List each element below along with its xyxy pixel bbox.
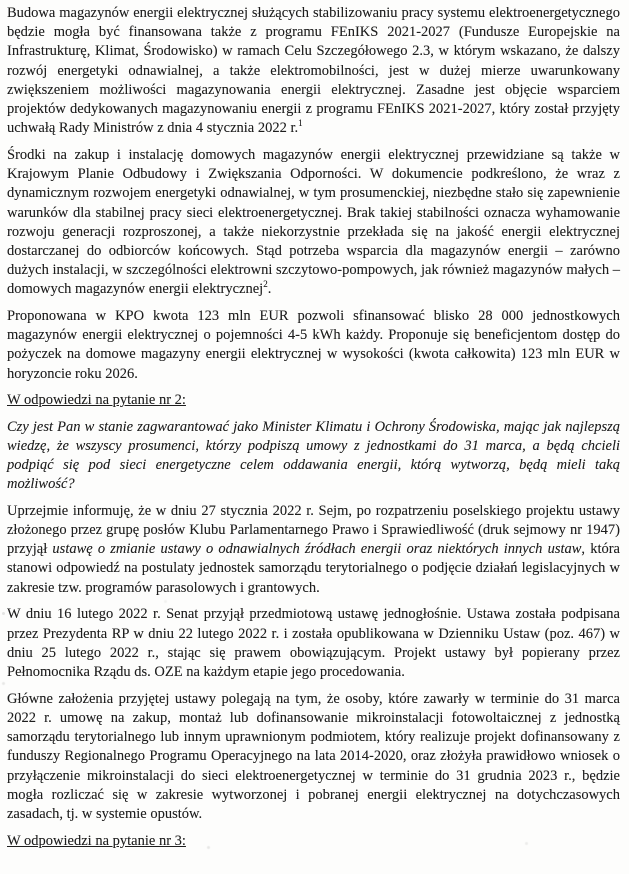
footnote-ref-2: 2 <box>263 279 268 290</box>
paragraph-text: Uprzejmie informuję, że w dniu 27 stycznia 2022 r. Sejm, po rozpatrzeniu poselskiego projektu ustawy złożonego przez grupę posłów Klubu Parlamentarnego Prawo i Sprawiedliwość (druk sejmowy nr 1947) przyjął <box>7 502 620 558</box>
paragraph-text: Budowa magazynów energii elektrycznej służących stabilizowaniu pracy systemu elektroenergetycznego będzie mogła być finansowana także z programu FEnIKS 2021-2027 (Fundusze Europejskie na Infrastrukturę, Klimat, Środowisko) w ramach Celu Szczegółowego 2.3, w którym wskazano, że dalszy rozwój energetyki odnawialnej, a także elektromobilności, jest w dużej mierze uwarunkowany zwiększeniem możliwości magazynowania energii elektrycznej. Zasadne jest objęcie wsparciem projektów dedykowanych magazynowaniu energii z programu FEnIKS 2021-2027, który został przyjęty uchwałą Rady Ministrów z dnia 4 stycznia 2022 r. <box>7 5 620 137</box>
paragraph-text: Proponowana w KPO kwota 123 mln EUR pozwoli sfinansować blisko 28 000 jednostkowych magazynów energii elektrycznej o pojemności 4-5 kWh każdy. Proponuje się beneficjentom dostęp do pożyczek na domowe magazyny energii elektrycznej w wysokości (kwota całkowita) 123 mln EUR w horyzoncie roku 2026. <box>7 308 620 382</box>
paragraph-text: Czy jest Pan w stanie zagwarantować jako Minister Klimatu i Ochrony Środowiska, mając jak najlepszą wiedzę, że wszyscy prosumenci, którzy podpiszą umowy z jednostkami do 31 marca, a będą chcieli podpiąć się pod sieci energetyczne celem oddawania energii, którą wytworzą, będą mieli taką możliwość? <box>7 418 620 493</box>
paragraph-kpo-srodki <box>7 146 620 300</box>
paragraph-sejm-ustawa <box>7 502 620 598</box>
heading-answer-question-3 <box>7 832 620 851</box>
heading-text: W odpowiedzi na pytanie nr 2: <box>7 392 186 409</box>
law-title-italic: ustawę o zmianie ustawy o odnawialnych źródłach energii oraz niektórych innych ustaw <box>52 541 582 558</box>
scan-artifacts <box>2 612 5 615</box>
paragraph-text: Środki na zakup i instalację domowych magazynów energii elektrycznej przewidziane są także w Krajowym Planie Odbudowy i Zwiększania Odporności. W dokumencie podkreślono, że wraz z dynamicznym rozwojem energetyki odnawialnej, w tym prosumenckiej, niezbędne stało się zapewnienie warunków dla stabilnej pracy sieci elektroenergetycznej. Brak takiej stabilności oznacza wyhamowanie rozwoju generacji rozproszonej, a także niekorzystnie przekłada się na jakość energii elektrycznej dostarczanej do odbiorców końcowych. Stąd potrzeba wsparcia dla magazynów energii – zarówno dużych instalacji, w szczególności elektrowni szczytowo-pompowych, jak również magazynów małych – domowych magazynów energii elektrycznej <box>7 146 620 298</box>
question-2-text <box>7 418 620 495</box>
heading-answer-question-2 <box>7 391 620 410</box>
paragraph-text: Główne założenia przyjętej ustawy polegają na tym, że osoby, które zawarły w terminie do 31 marca 2022 r. umowę na zakup, montaż lub dofinansowanie mikroinstalacji fotowoltaicznej z jednostką samorządu terytorialnego lub innym uprawnionym podmiotem, który realizuje projekt dofinansowany z funduszy Regionalnego Programu Operacyjnego na lata 2014-2020, oraz złożyła prawidłowo wniosek o przyłączenie mikroinstalacji do sieci elektroenergetycznej w terminie do 31 grudnia 2023 r., będzie mogła rozliczać się w zakresie wytworzonej i pobranej energii elektrycznej na dotychczasowych zasadach, tj. w systemie opustów. <box>7 690 620 822</box>
paragraph-feniks-program <box>7 4 620 138</box>
paragraph-text: W dniu 16 lutego 2022 r. Senat przyjął przedmiotową ustawę jednogłośnie. Ustawa została podpisana przez Prezydenta RP w dniu 22 lutego 2022 r. i została opublikowana w Dzienniku Ustaw (poz. 467) w dniu 25 lutego 2022 r., stając się prawem obowiązującym. Projekt ustawy był popierany przez Pełnomocnika Rządu ds. OZE na każdym etapie jego procedowania. <box>7 606 620 680</box>
paragraph-text-tail: . <box>267 281 272 298</box>
heading-text: W odpowiedzi na pytanie nr 3: <box>7 832 186 849</box>
footnote-ref-1: 1 <box>298 118 303 129</box>
paragraph-kpo-kwota <box>7 307 620 384</box>
paragraph-glowne-zalozenia <box>7 690 620 824</box>
paragraph-senat-podpisanie <box>7 605 620 682</box>
paragraph-text-tail: , która stanowi odpowiedź na postulaty jednostek samorządu terytorialnego o podjęcie działań legislacyjnych w zakresie tzw. programów parasolowych i grantowych. <box>7 541 620 596</box>
